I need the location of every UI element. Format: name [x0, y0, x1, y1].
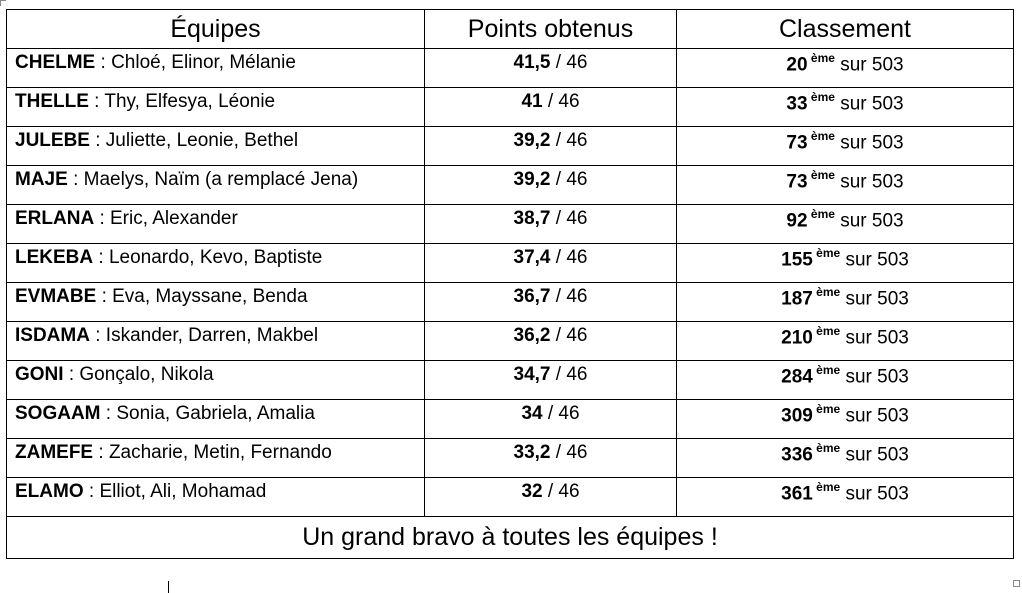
points-score: 33,2: [513, 442, 551, 463]
rank-total: sur 503: [840, 288, 909, 310]
rank-cell: [677, 478, 1014, 517]
team-members: : Eric, Alexander: [94, 208, 238, 229]
table-row: [7, 283, 1014, 322]
header-ranking: Classement: [677, 10, 1014, 49]
points-max: / 46: [550, 247, 588, 268]
rank-total: sur 503: [834, 93, 904, 115]
team-cell: [7, 283, 425, 322]
points-max: / 46: [550, 286, 588, 307]
rank-cell: [677, 49, 1014, 88]
rank-suffix-text: ème: [816, 285, 841, 299]
rank-suffix: [813, 246, 840, 260]
rank-suffix: [808, 129, 835, 143]
points-cell: [425, 88, 677, 127]
rank-suffix: [808, 90, 835, 104]
rank-suffix-text: ème: [810, 90, 835, 104]
team-cell: [7, 88, 425, 127]
rank-suffix-text: ème: [816, 324, 841, 338]
results-body: [7, 49, 1014, 517]
points-cell: [425, 478, 677, 517]
team-code: ERLANA: [15, 208, 95, 229]
rank-total: sur 503: [840, 249, 909, 271]
table-row: [7, 127, 1014, 166]
points-cell: [425, 244, 677, 283]
points-cell: [425, 127, 677, 166]
points-cell: [425, 283, 677, 322]
rank-total: sur 503: [840, 405, 909, 427]
team-members: : Zacharie, Metin, Fernando: [93, 442, 332, 463]
points-score: 32: [521, 481, 543, 502]
points-cell: [425, 166, 677, 205]
rank-total: sur 503: [840, 444, 909, 466]
team-code: ISDAMA: [15, 325, 90, 346]
rank-number: 73: [786, 132, 808, 154]
points-cell: [425, 322, 677, 361]
rank-number: 155: [781, 249, 813, 271]
points-max: / 46: [550, 325, 588, 346]
points-score: 41,5: [513, 52, 551, 73]
rank-number: 336: [781, 444, 813, 466]
rank-total: sur 503: [834, 54, 904, 76]
team-cell: [7, 439, 425, 478]
team-cell: [7, 244, 425, 283]
table-resize-handle[interactable]: [1013, 580, 1020, 587]
team-code: THELLE: [15, 91, 89, 112]
rank-cell: [677, 283, 1014, 322]
team-code: ELAMO: [15, 481, 84, 502]
team-cell: [7, 49, 425, 88]
rank-suffix-text: ème: [810, 168, 835, 182]
points-max: / 46: [550, 169, 588, 190]
points-max: / 46: [542, 403, 580, 424]
page-corner-mark: [0, 0, 6, 6]
team-code: EVMABE: [15, 286, 97, 307]
table-row: [7, 478, 1014, 517]
rank-cell: [677, 439, 1014, 478]
points-score: 38,7: [513, 208, 551, 229]
rank-suffix-text: ème: [810, 51, 835, 65]
rank-suffix-text: ème: [816, 363, 841, 377]
rank-total: sur 503: [834, 210, 904, 232]
team-cell: [7, 478, 425, 517]
points-score: 34,7: [513, 364, 551, 385]
team-code: SOGAAM: [15, 403, 101, 424]
table-header-row: [7, 10, 1014, 49]
points-max: / 46: [550, 208, 588, 229]
table-row: [7, 439, 1014, 478]
rank-suffix-text: ème: [816, 441, 841, 455]
points-max: / 46: [550, 130, 588, 151]
rank-suffix-text: ème: [810, 129, 835, 143]
congratulations-message: Un grand bravo à toutes les équipes !: [7, 517, 1014, 559]
rank-number: 309: [781, 405, 813, 427]
table-row: [7, 361, 1014, 400]
rank-cell: [677, 322, 1014, 361]
points-max: / 46: [542, 481, 580, 502]
points-max: / 46: [550, 442, 588, 463]
rank-total: sur 503: [834, 171, 904, 193]
rank-total: sur 503: [834, 132, 904, 154]
team-members: : Leonardo, Kevo, Baptiste: [93, 247, 323, 268]
rank-cell: [677, 244, 1014, 283]
team-cell: [7, 127, 425, 166]
team-code: GONI: [15, 364, 64, 385]
table-row: [7, 244, 1014, 283]
rank-number: 33: [786, 93, 808, 115]
rank-number: 20: [786, 54, 808, 76]
team-members: : Thy, Elfesya, Léonie: [88, 91, 276, 112]
team-cell: [7, 166, 425, 205]
team-code: CHELME: [15, 52, 96, 73]
team-members: : Sonia, Gabriela, Amalia: [100, 403, 315, 424]
rank-number: 210: [781, 327, 813, 349]
rank-total: sur 503: [840, 366, 909, 388]
rank-suffix: [808, 207, 835, 221]
rank-suffix-text: ème: [816, 480, 841, 494]
team-members: : Maelys, Naïm (a remplacé Jena): [67, 169, 359, 190]
footer-row: [7, 517, 1014, 559]
points-max: / 46: [550, 52, 588, 73]
table-row: [7, 166, 1014, 205]
points-cell: [425, 400, 677, 439]
points-cell: [425, 205, 677, 244]
table-row: [7, 322, 1014, 361]
points-max: / 46: [550, 364, 588, 385]
points-score: 37,4: [513, 247, 551, 268]
table-row: [7, 205, 1014, 244]
team-members: : Eva, Mayssane, Benda: [96, 286, 308, 307]
rank-number: 92: [786, 210, 808, 232]
rank-number: 187: [781, 288, 813, 310]
rank-number: 361: [781, 483, 813, 505]
rank-cell: [677, 361, 1014, 400]
points-cell: [425, 361, 677, 400]
team-members: : Juliette, Leonie, Bethel: [89, 130, 299, 151]
rank-cell: [677, 127, 1014, 166]
points-cell: [425, 439, 677, 478]
team-members: : Iskander, Darren, Makbel: [89, 325, 319, 346]
points-score: 39,2: [513, 130, 551, 151]
points-score: 36,7: [513, 286, 551, 307]
rank-suffix: [813, 285, 840, 299]
rank-suffix-text: ème: [816, 402, 841, 416]
rank-suffix: [813, 363, 840, 377]
rank-cell: [677, 400, 1014, 439]
header-teams: Équipes: [7, 10, 425, 49]
results-table: [6, 9, 1014, 559]
table-row: [7, 400, 1014, 439]
text-cursor: [168, 581, 169, 593]
team-cell: [7, 361, 425, 400]
team-code: JULEBE: [15, 130, 90, 151]
team-members: : Elliot, Ali, Mohamad: [83, 481, 267, 502]
rank-cell: [677, 88, 1014, 127]
team-code: MAJE: [15, 169, 68, 190]
rank-suffix: [808, 51, 835, 65]
rank-suffix: [813, 402, 840, 416]
team-cell: [7, 322, 425, 361]
rank-number: 284: [781, 366, 813, 388]
rank-number: 73: [786, 171, 808, 193]
team-members: : Gonçalo, Nikola: [63, 364, 214, 385]
rank-cell: [677, 205, 1014, 244]
header-points: Points obtenus: [425, 10, 677, 49]
rank-cell: [677, 166, 1014, 205]
rank-total: sur 503: [840, 327, 909, 349]
table-row: [7, 49, 1014, 88]
points-score: 34: [521, 403, 543, 424]
points-score: 41: [521, 91, 543, 112]
rank-suffix: [808, 168, 835, 182]
points-cell: [425, 49, 677, 88]
team-cell: [7, 205, 425, 244]
table-row: [7, 88, 1014, 127]
rank-suffix-text: ème: [816, 246, 841, 260]
points-score: 36,2: [513, 325, 551, 346]
rank-suffix: [813, 441, 840, 455]
team-cell: [7, 400, 425, 439]
rank-suffix: [813, 324, 840, 338]
points-score: 39,2: [513, 169, 551, 190]
rank-total: sur 503: [840, 483, 909, 505]
team-code: LEKEBA: [15, 247, 94, 268]
team-code: ZAMEFE: [15, 442, 94, 463]
rank-suffix-text: ème: [810, 207, 835, 221]
rank-suffix: [813, 480, 840, 494]
points-max: / 46: [542, 91, 580, 112]
team-members: : Chloé, Elinor, Mélanie: [95, 52, 296, 73]
